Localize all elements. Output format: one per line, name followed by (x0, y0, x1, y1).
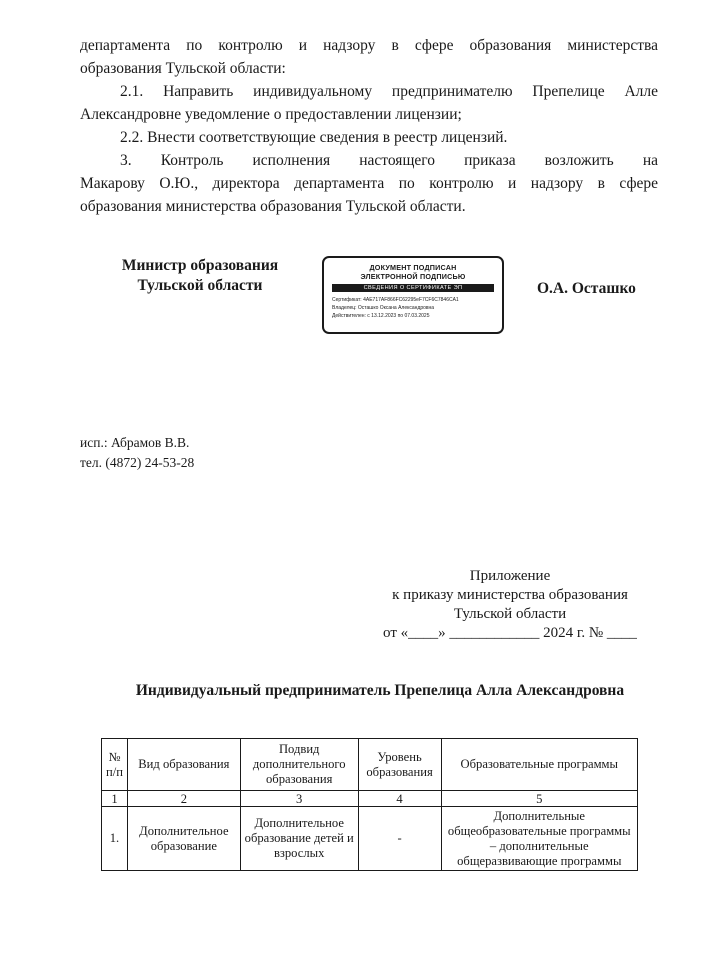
paragraph-department (80, 34, 658, 80)
stamp-heading: ДОКУМЕНТ ПОДПИСАН (369, 263, 457, 272)
appendix-heading: Индивидуальный предприниматель Препелица Алла Александровна (135, 682, 625, 699)
text-line: образования министерства образования Тульской области. (80, 198, 466, 215)
table-number-cell: 2 (127, 791, 240, 807)
signatory-title-line: Министр образования (121, 257, 279, 274)
paragraph-item-3 (80, 149, 658, 218)
text-line: 2.1. Направить индивидуальному предпринимателю Препелице Алле (120, 83, 658, 100)
stamp-certificate: Сертификат: 4AE717AF866FC62295eF7CF6C7846CA1 (332, 297, 459, 303)
table-header-cell: Вид образования (127, 739, 240, 791)
text-line: образования Тульской области: (80, 60, 286, 77)
executor-name: исп.: Абрамов В.В. (80, 435, 190, 450)
table-cell: Дополнительное образование (127, 807, 240, 871)
executor-info (80, 433, 194, 473)
electronic-signature-stamp (322, 256, 504, 334)
paragraph-item-2-1 (80, 80, 658, 126)
executor-phone: тел. (4872) 24-53-28 (80, 455, 195, 470)
paragraph-item-2-2 (80, 126, 658, 149)
table-row (102, 807, 638, 871)
table-cell: 1. (102, 807, 128, 871)
stamp-heading: ЭЛЕКТРОННОЙ ПОДПИСЬЮ (360, 272, 466, 281)
text-line: департамента по контролю и надзору в сфере образования министерства (80, 37, 658, 54)
table-cell: Дополнительное образование детей и взрослых (240, 807, 358, 871)
signatory-name: О.А. Осташко (537, 280, 636, 297)
stamp-owner: Владелец: Осташко Оксана Александровна (332, 305, 435, 311)
text-line: 2.2. Внести соответствующие сведения в реестр лицензий. (120, 129, 508, 146)
table-number-row (102, 791, 638, 807)
table-cell: Дополнительные общеобразовательные программы – дополнительные общеразвивающие программы (441, 807, 637, 871)
appendix-line: к приказу министерства образования (392, 587, 628, 603)
signatory-title (100, 256, 300, 296)
table-header-cell: Образовательные программы (441, 739, 637, 791)
table-header-row (102, 739, 638, 791)
stamp-bar: СВЕДЕНИЯ О СЕРТИФИКАТЕ ЭП (332, 284, 494, 292)
table-number-cell: 5 (441, 791, 637, 807)
text-line: Макарову О.Ю., директора департамента по контролю и надзору в сфере (80, 175, 658, 192)
table-number-cell: 4 (358, 791, 441, 807)
appendix-line: Приложение (469, 568, 551, 584)
text-line: 3. Контроль исполнения настоящего приказа возложить на (120, 152, 658, 169)
table-cell: - (358, 807, 441, 871)
appendix-date-line: от «____» ____________ 2024 г. № ____ (383, 625, 637, 641)
table-header-cell: Уровень образования (358, 739, 441, 791)
table-number-cell: 3 (240, 791, 358, 807)
table-number-cell: 1 (102, 791, 128, 807)
appendix-block (360, 567, 660, 643)
text-line: Александровне уведомление о предоставлении лицензии; (80, 106, 462, 123)
appendix-line: Тульской области (453, 606, 567, 622)
license-table (101, 738, 638, 871)
stamp-validity: Действителен: с 13.12.2023 по 07.03.2025 (332, 313, 430, 319)
table-header-cell: Подвид дополнительного образования (240, 739, 358, 791)
table-header-cell: № п/п (102, 739, 128, 791)
signatory-title-line: Тульской области (137, 277, 263, 294)
